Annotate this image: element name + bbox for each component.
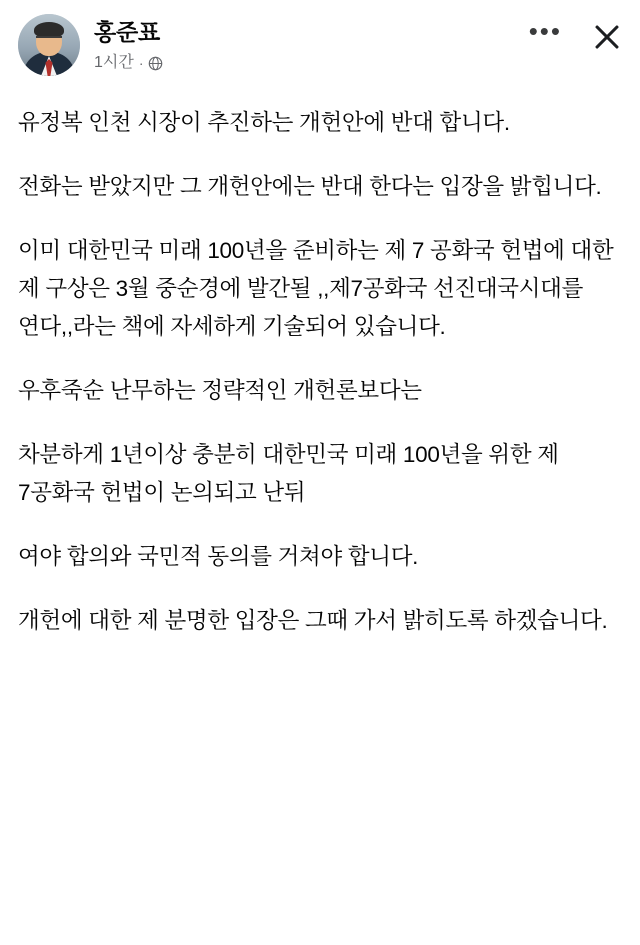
avatar-glasses xyxy=(36,36,62,44)
author-name[interactable]: 홍준표 xyxy=(94,19,161,45)
meta-separator: · xyxy=(138,55,144,71)
post-meta xyxy=(94,53,529,73)
globe-icon[interactable] xyxy=(148,56,163,71)
post-body xyxy=(0,92,640,640)
post-paragraph: 우후죽순 난무하는 정략적인 개헌론보다는 xyxy=(18,378,422,403)
header-actions xyxy=(529,14,622,52)
post-paragraph: 유정복 인천 시장이 추진하는 개헌안에 반대 합니다. xyxy=(18,110,510,135)
post-timestamp[interactable]: 1시간 xyxy=(94,54,134,71)
post-paragraph: 이미 대한민국 미래 100년을 준비하는 제 7 공화국 헌법에 대한 제 구상은 3월 중순경에 발간될 ,,제7공화국 선진대국시대를 연다,,라는 책에 자세하게 기술되어 있습니다. xyxy=(18,238,614,339)
post-paragraph: 차분하게 1년이상 충분히 대한민국 미래 100년을 위한 제 7공화국 헌법이 논의되고 난뒤 xyxy=(18,442,559,505)
post-paragraph: 개헌에 대한 제 분명한 입장은 그때 가서 밝히도록 하겠습니다. xyxy=(18,608,608,633)
post-paragraph: 여야 합의와 국민적 동의를 거쳐야 합니다. xyxy=(18,544,419,569)
post-header-text xyxy=(94,14,529,73)
close-icon[interactable] xyxy=(592,22,622,52)
more-options-icon[interactable]: ••• xyxy=(528,16,562,46)
avatar[interactable] xyxy=(18,14,80,76)
post-header xyxy=(0,0,640,92)
post-paragraph: 전화는 받았지만 그 개헌안에는 반대 한다는 입장을 밝힙니다. xyxy=(18,174,602,199)
